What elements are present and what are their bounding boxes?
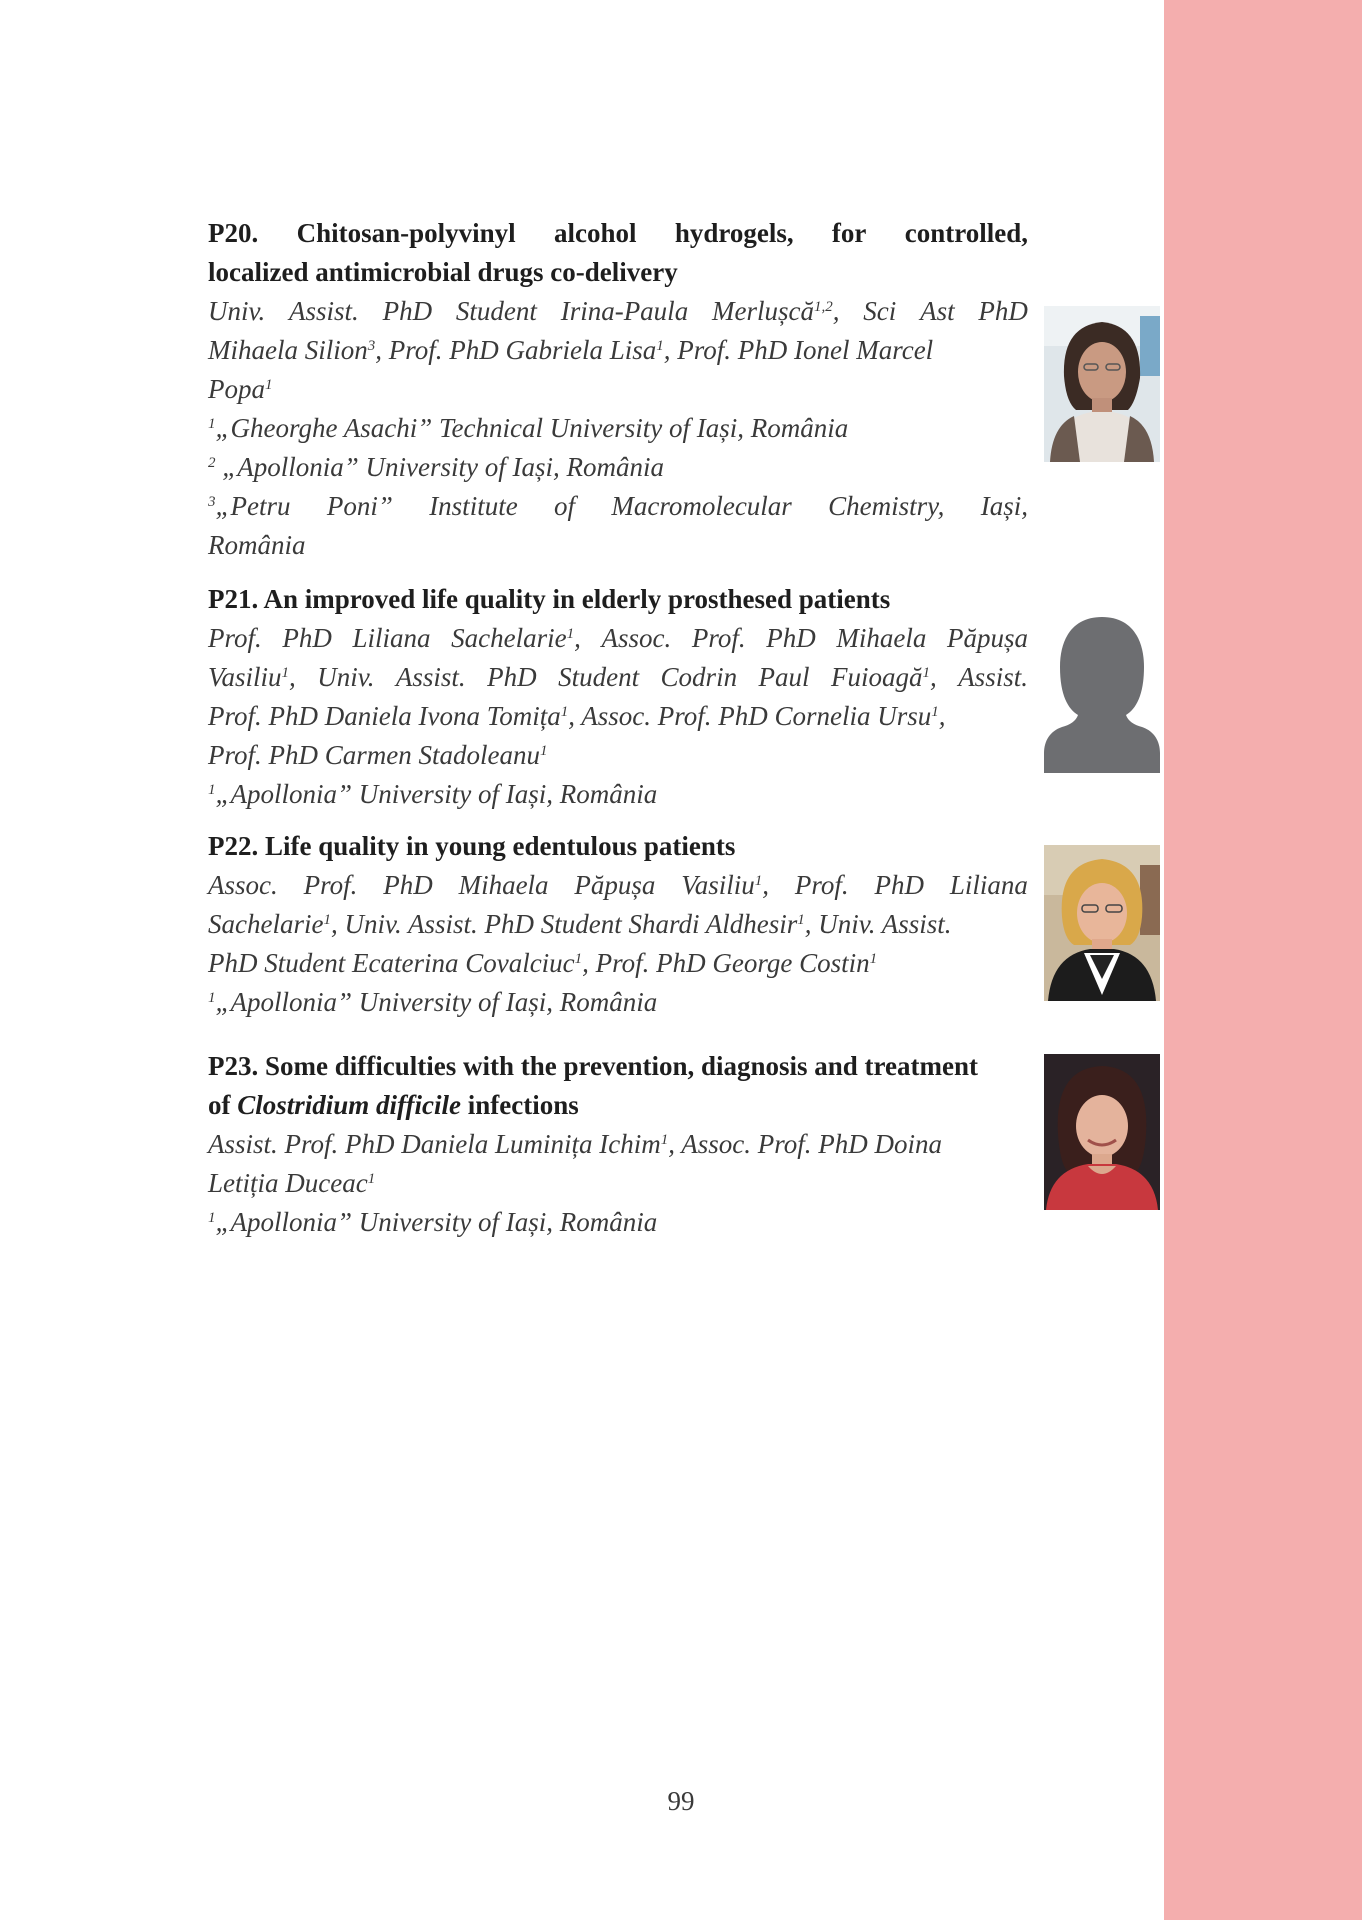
p22-title: P22. Life quality in young edentulous patients (208, 831, 736, 861)
author-silhouette-p21 (1044, 617, 1160, 773)
author-photo-p23 (1044, 1054, 1160, 1210)
p21-authors-line1: Prof. PhD Liliana Sachelarie$^1$, Assoc. Prof. PhD Mihaela Păpușa (208, 623, 1028, 653)
abstract-p20 (208, 214, 1028, 565)
p23-authors-line1: Assist. Prof. PhD Daniela Luminița Ichim$^1$, Assoc. Prof. PhD Doina (208, 1129, 942, 1159)
abstract-p21 (208, 580, 1028, 814)
pink-side-band (1164, 0, 1362, 1920)
author-photo-p22 (1044, 845, 1160, 1001)
p20-authors-line1: Univ. Assist. PhD Student Irina-Paula Merlușcă$^{1,2}$, Sci Ast PhD (208, 296, 1028, 326)
page-number: 99 (667, 1786, 695, 1816)
p23-title-line2: of Clostridium difficile infections (208, 1090, 579, 1120)
abstract-p23 (208, 1047, 1028, 1242)
p22-authors-line2: Sachelarie$^1$, Univ. Assist. PhD Student Shardi Aldhesir$^1$, Univ. Assist. (208, 909, 952, 939)
author-photo-p20 (1044, 306, 1160, 462)
p22-authors-line3: PhD Student Ecaterina Covalciuc$^1$, Prof. PhD George Costin$^1$ (208, 948, 878, 978)
p20-authors-line2: Mihaela Silion$^3$, Prof. PhD Gabriela Lisa$^1$, Prof. PhD Ionel Marcel (208, 335, 934, 365)
p21-affiliation: $^1$„Apollonia” University of Iași, România (208, 779, 658, 809)
p21-authors-line3: Prof. PhD Daniela Ivona Tomița$^1$, Assoc. Prof. PhD Cornelia Ursu$^1$, (208, 701, 946, 731)
p21-authors-line4: Prof. PhD Carmen Stadoleanu$^1$ (208, 740, 548, 770)
p20-affiliation-3-cont: România (208, 530, 306, 560)
p23-affiliation: $^1$„Apollonia” University of Iași, România (208, 1207, 658, 1237)
p20-title-line2: localized antimicrobial drugs co-delivery (208, 257, 678, 287)
p23-authors-line2: Letiția Duceac$^1$ (208, 1168, 376, 1198)
p22-authors-line1: Assoc. Prof. PhD Mihaela Păpușa Vasiliu$^1$, Prof. PhD Liliana (208, 870, 1028, 900)
p22-affiliation: $^1$„Apollonia” University of Iași, România (208, 987, 658, 1017)
p20-title-line1: P20. Chitosan-polyvinyl alcohol hydrogels, for controlled, (208, 218, 1028, 248)
p20-affiliation-3: $^3$„Petru Poni” Institute of Macromolecular Chemistry, Iași, (208, 491, 1028, 521)
p20-affiliation-1: $^1$„Gheorghe Asachi” Technical University of Iași, România (208, 413, 849, 443)
p23-title-line1: P23. Some difficulties with the prevention, diagnosis and treatment (208, 1051, 979, 1081)
p21-authors-line2: Vasiliu$^1$, Univ. Assist. PhD Student Codrin Paul Fuioagă$^1$, Assist. (208, 662, 1028, 692)
p20-affiliation-2: $^2$ „Apollonia” University of Iași, România (208, 452, 664, 482)
abstract-p22 (208, 827, 1028, 1022)
p20-authors-line3: Popa$^1$ (208, 374, 273, 404)
p21-title: P21. An improved life quality in elderly prosthesed patients (208, 584, 891, 614)
